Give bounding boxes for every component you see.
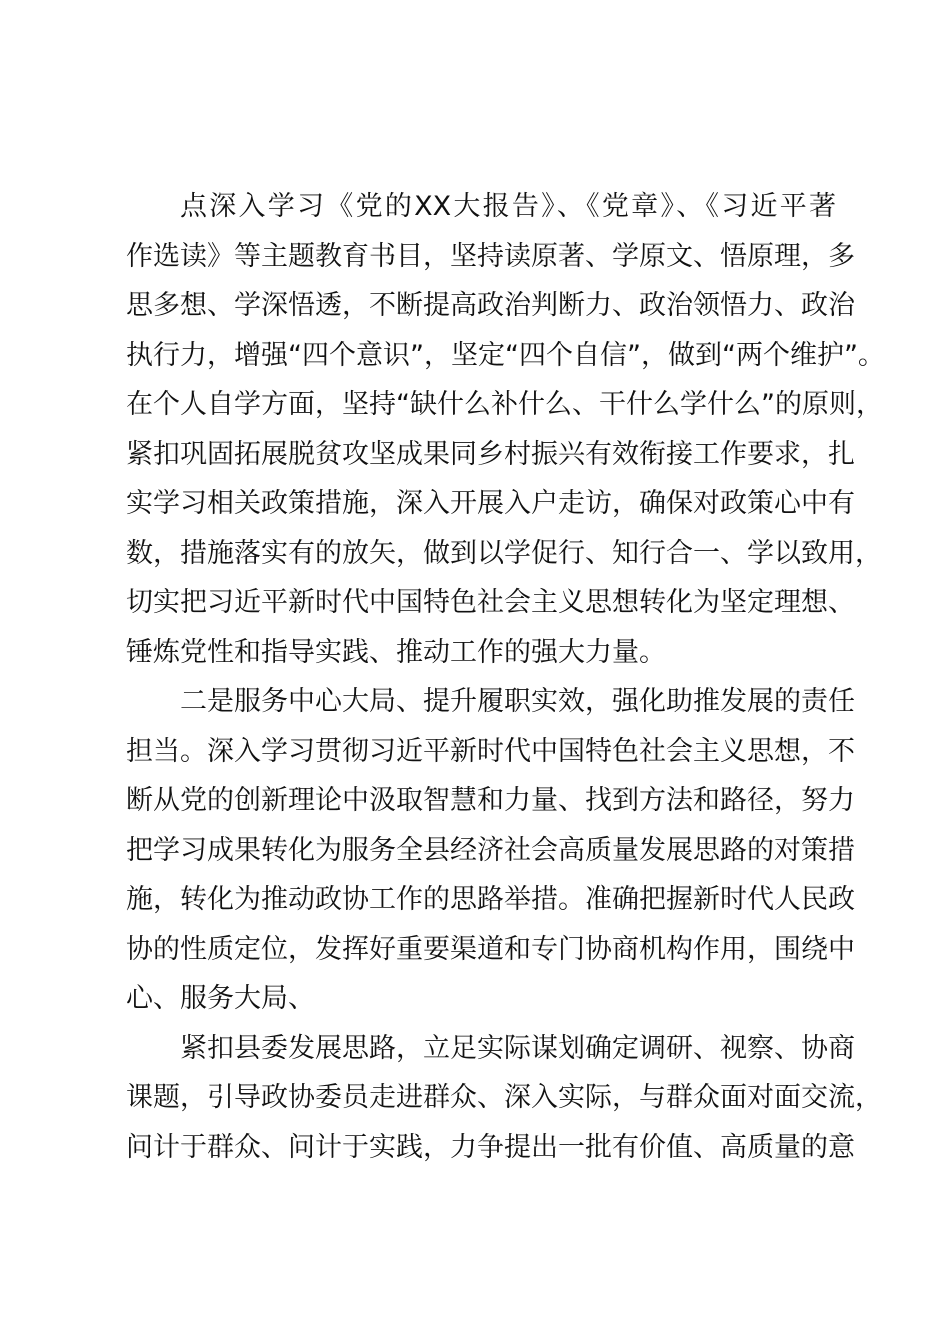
text-line: 把学习成果转化为服务全县经济社会高质量发展思路的对策措 bbox=[126, 834, 855, 866]
document-body bbox=[126, 182, 885, 1172]
text-line: 实学习相关政策措施，深入开展入户走访，确保对政策心中有 bbox=[126, 488, 855, 519]
text-line: 断从党的创新理论中汲取智慧和力量、找到方法和路径，努力 bbox=[126, 785, 855, 816]
text-line: 二是服务中心大局、提升履职实效，强化助推发展的责任 bbox=[180, 686, 855, 717]
text-line: 心、服务大局、 bbox=[126, 983, 315, 1014]
paragraph-3 bbox=[126, 1024, 882, 1173]
text-line: 点深入学习《党的XX大报告》、《党章》、《习近平著 bbox=[180, 191, 836, 222]
text-line: 思多想、学深悟透，不断提高政治判断力、政治领悟力、政治 bbox=[126, 290, 855, 321]
text-line: 在个人自学方面，坚持“缺什么补什么、干什么学什么”的原则， bbox=[126, 389, 883, 420]
text-line: 数，措施落实有的放矢，做到以学促行、知行合一、学以致用， bbox=[126, 537, 882, 569]
text-line: 问计于群众、问计于实践，力争提出一批有价值、高质量的意 bbox=[126, 1131, 855, 1163]
text-line: 切实把习近平新时代中国特色社会主义思想转化为坚定理想、 bbox=[126, 587, 855, 618]
text-line: 协的性质定位，发挥好重要渠道和专门协商机构作用，围绕中 bbox=[126, 933, 855, 965]
text-line: 作选读》等主题教育书目，坚持读原著、学原文、悟原理，多 bbox=[126, 240, 855, 272]
text-line: 施，转化为推动政协工作的思路举措。准确把握新时代人民政 bbox=[126, 884, 855, 915]
paragraph-2 bbox=[126, 677, 855, 1024]
text-line: 紧扣县委发展思路，立足实际谋划确定调研、视察、协商 bbox=[180, 1032, 855, 1064]
text-line: 紧扣巩固拓展脱贫攻坚成果同乡村振兴有效衔接工作要求，扎 bbox=[126, 438, 855, 470]
text-line: 锤炼党性和指导实践、推动工作的强大力量。 bbox=[126, 636, 666, 668]
text-line: 担当。深入学习贯彻习近平新时代中国特色社会主义思想，不 bbox=[126, 735, 855, 767]
paragraph-1 bbox=[126, 182, 885, 677]
text-line: 课题，引导政协委员走进群众、深入实际，与群众面对面交流， bbox=[126, 1082, 882, 1113]
text-line: 执行力，增强“四个意识”，坚定“四个自信”，做到“两个维护”。 bbox=[126, 339, 885, 371]
